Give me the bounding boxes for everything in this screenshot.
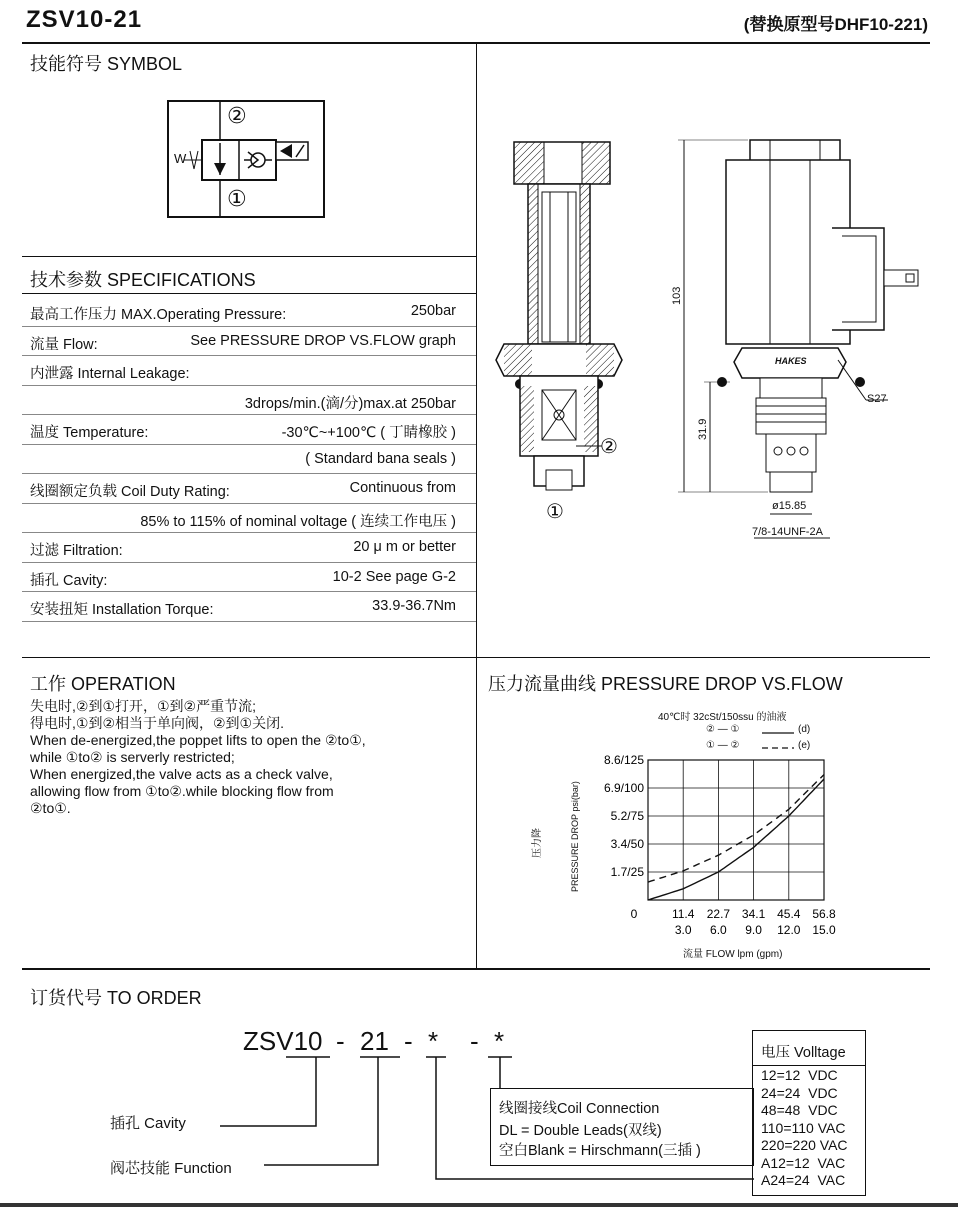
spec-value: 33.9-36.7Nm — [372, 598, 456, 614]
outline-drawing — [670, 130, 930, 550]
spec-value: ( Standard bana seals ) — [305, 450, 456, 467]
spec-row — [22, 444, 476, 474]
voltage-title-rule — [753, 1065, 865, 1066]
spec-row — [22, 355, 476, 385]
operation-line: When de-energized,the poppet lifts to open the ②to①, — [30, 732, 366, 748]
operation-line: ②to①. — [30, 800, 71, 816]
order-code-star-1: * — [428, 1026, 439, 1056]
operation-text — [30, 698, 366, 817]
spec-row — [22, 296, 476, 326]
y-tick-label: 1.7/25 — [610, 865, 644, 879]
operation-line: allowing flow from ①to②.while blocking flow from — [30, 783, 334, 799]
spec-row — [22, 532, 476, 562]
x-tick-lpm: 22.7 — [706, 907, 731, 921]
dim-31-9: 31.9 — [697, 418, 709, 440]
dim-103: 103 — [671, 286, 683, 305]
spec-row — [22, 414, 476, 444]
operation-title: 工作 OPERATION — [30, 674, 176, 694]
column-divider — [476, 44, 477, 969]
operation-line: When energized,the valve acts as a check valve, — [30, 766, 333, 782]
legend-d-label: ② — ① — [706, 724, 740, 735]
voltage-item: 110=110 VAC — [761, 1119, 846, 1136]
x-tick-lpm: 11.4 — [671, 907, 695, 921]
order-code-dash-3: - — [470, 1026, 479, 1056]
coil-title: 线圈接线Coil Connection — [499, 1101, 660, 1117]
spec-value: See PRESSURE DROP VS.FLOW graph — [190, 332, 456, 349]
chart-title: 压力流量曲线 PRESSURE DROP VS.FLOW — [488, 674, 843, 694]
spec-label: 过滤 Filtration: — [30, 543, 123, 559]
x-tick-lpm: 56.8 — [812, 907, 836, 921]
spec-label: 最高工作压力 MAX.Operating Pressure: — [30, 307, 287, 323]
plot-frame — [648, 760, 824, 900]
order-code-dash-2: - — [404, 1026, 413, 1056]
spec-value: 20 μ m or better — [353, 539, 456, 555]
x-zero-label: 0 — [630, 907, 638, 921]
footer-bar — [0, 1203, 958, 1207]
mid-rule — [22, 657, 930, 658]
x-tick-lpm: 34.1 — [741, 907, 766, 921]
coil-connection-box — [490, 1088, 754, 1166]
series-e-line — [648, 775, 824, 883]
spec-title: 技术参数 SPECIFICATIONS — [30, 270, 256, 290]
spec-row — [22, 326, 476, 356]
chart-xlabel: 流量 FLOW lpm (gpm) — [683, 949, 783, 960]
spec-title-rule — [22, 293, 476, 294]
y-tick-label: 6.9/100 — [603, 781, 644, 795]
cutaway-drawing — [490, 130, 650, 530]
voltage-item: A12=12 VAC — [761, 1154, 846, 1171]
spec-row — [22, 503, 476, 533]
spec-label: 线圈额定负载 Coil Duty Rating: — [30, 484, 230, 500]
voltage-list — [761, 1067, 848, 1190]
pressure-flow-chart — [580, 750, 880, 960]
x-tick-lpm: 45.4 — [777, 907, 801, 921]
spec-row — [22, 591, 476, 621]
x-tick-gpm: 6.0 — [710, 923, 727, 937]
dim-thread: 7/8-14UNF-2A — [752, 526, 823, 538]
coil-dl: DL = Double Leads(双线) — [499, 1123, 662, 1139]
series-d-line — [648, 779, 824, 900]
spec-value: Continuous from — [349, 480, 456, 496]
chart-ylabel-cn: 压力降 — [532, 828, 543, 858]
spec-label: 流量 Flow: — [30, 336, 98, 353]
coil-blank: 空白Blank = Hirschmann(三插 ) — [499, 1143, 701, 1159]
spec-row-rule — [22, 621, 476, 622]
voltage-item: 24=24 VDC — [761, 1084, 838, 1101]
lower-rule — [22, 968, 930, 970]
y-tick-label: 3.4/50 — [610, 837, 644, 851]
chart-ylabel: PRESSURE DROP psi(bar) — [570, 781, 580, 892]
order-code-dash-1: - — [336, 1026, 345, 1056]
spec-value: -30℃~+100℃ ( 丁睛橡胶 ) — [281, 425, 456, 441]
drawing-port-2: ② — [600, 436, 618, 458]
spec-label: 安装扭矩 Installation Torque: — [30, 602, 214, 618]
order-title: 订货代号 TO ORDER — [30, 988, 202, 1008]
spec-row — [22, 385, 476, 415]
dim-s27: S27 — [867, 393, 887, 405]
x-tick-gpm: 12.0 — [777, 923, 801, 937]
voltage-item: 48=48 VDC — [761, 1102, 838, 1118]
symbol-port-1: ① — [227, 186, 247, 211]
x-tick-gpm: 15.0 — [812, 923, 836, 937]
y-tick-label: 8.6/125 — [603, 753, 644, 767]
replacement-model: (替换原型号DHF10-221) — [743, 15, 928, 34]
spec-label: 温度 Temperature: — [30, 425, 149, 441]
spec-row — [22, 473, 476, 503]
voltage-item: 12=12 VDC — [761, 1067, 838, 1083]
operation-line: 得电时,①到②相当于单向阀，②到①关闭. — [30, 715, 284, 731]
spec-row — [22, 562, 476, 592]
voltage-box — [752, 1030, 866, 1196]
legend-swatches — [760, 728, 796, 752]
legend-e-label: ① — ② — [706, 740, 740, 751]
symbol-w-label: W — [174, 151, 187, 166]
order-code-base: ZSV10 — [243, 1026, 323, 1056]
spec-label: 插孔 Cavity: — [30, 572, 108, 589]
dim-diameter: ø15.85 — [772, 500, 807, 512]
legend-e-key: (e) — [798, 740, 811, 751]
x-tick-gpm: 3.0 — [674, 923, 692, 937]
operation-line: 失电时,②到①打开，①到②严重节流; — [30, 698, 256, 714]
order-function-label: 阀芯技能 Function — [110, 1160, 232, 1177]
hakes-brand: HAKES — [775, 356, 807, 366]
voltage-item: A24=24 VAC — [761, 1172, 846, 1188]
order-code-function: 21 — [360, 1026, 389, 1056]
symbol-title: 技能符号 SYMBOL — [30, 54, 183, 74]
y-tick-label: 5.2/75 — [610, 809, 644, 823]
spec-value: 3drops/min.(滴/分)max.at 250bar — [244, 395, 456, 412]
spec-value: 85% to 115% of nominal voltage ( 连续工作电压 ) — [140, 513, 456, 530]
voltage-item: 220=220 VAC — [761, 1137, 848, 1153]
spec-value: 250bar — [410, 303, 456, 319]
order-code-star-2: * — [494, 1026, 505, 1056]
order-cavity-label: 插孔 Cavity — [110, 1115, 186, 1132]
spec-label: 内泄露 Internal Leakage: — [30, 366, 190, 382]
spec-value: 10-2 See page G-2 — [332, 568, 456, 585]
chart-subtitle: 40℃时 32cSt/150ssu 的油液 — [658, 712, 787, 723]
drawing-port-1: ① — [546, 501, 564, 523]
spec-top-rule — [22, 256, 476, 257]
voltage-title: 电压 Volltage — [761, 1045, 846, 1061]
symbol-port-2: ② — [227, 103, 247, 128]
page-title: ZSV10-21 — [26, 6, 143, 33]
operation-line: while ①to② is serverly restricted; — [30, 749, 235, 765]
legend-d-key: (d) — [798, 724, 811, 735]
x-tick-gpm: 9.0 — [745, 923, 762, 937]
